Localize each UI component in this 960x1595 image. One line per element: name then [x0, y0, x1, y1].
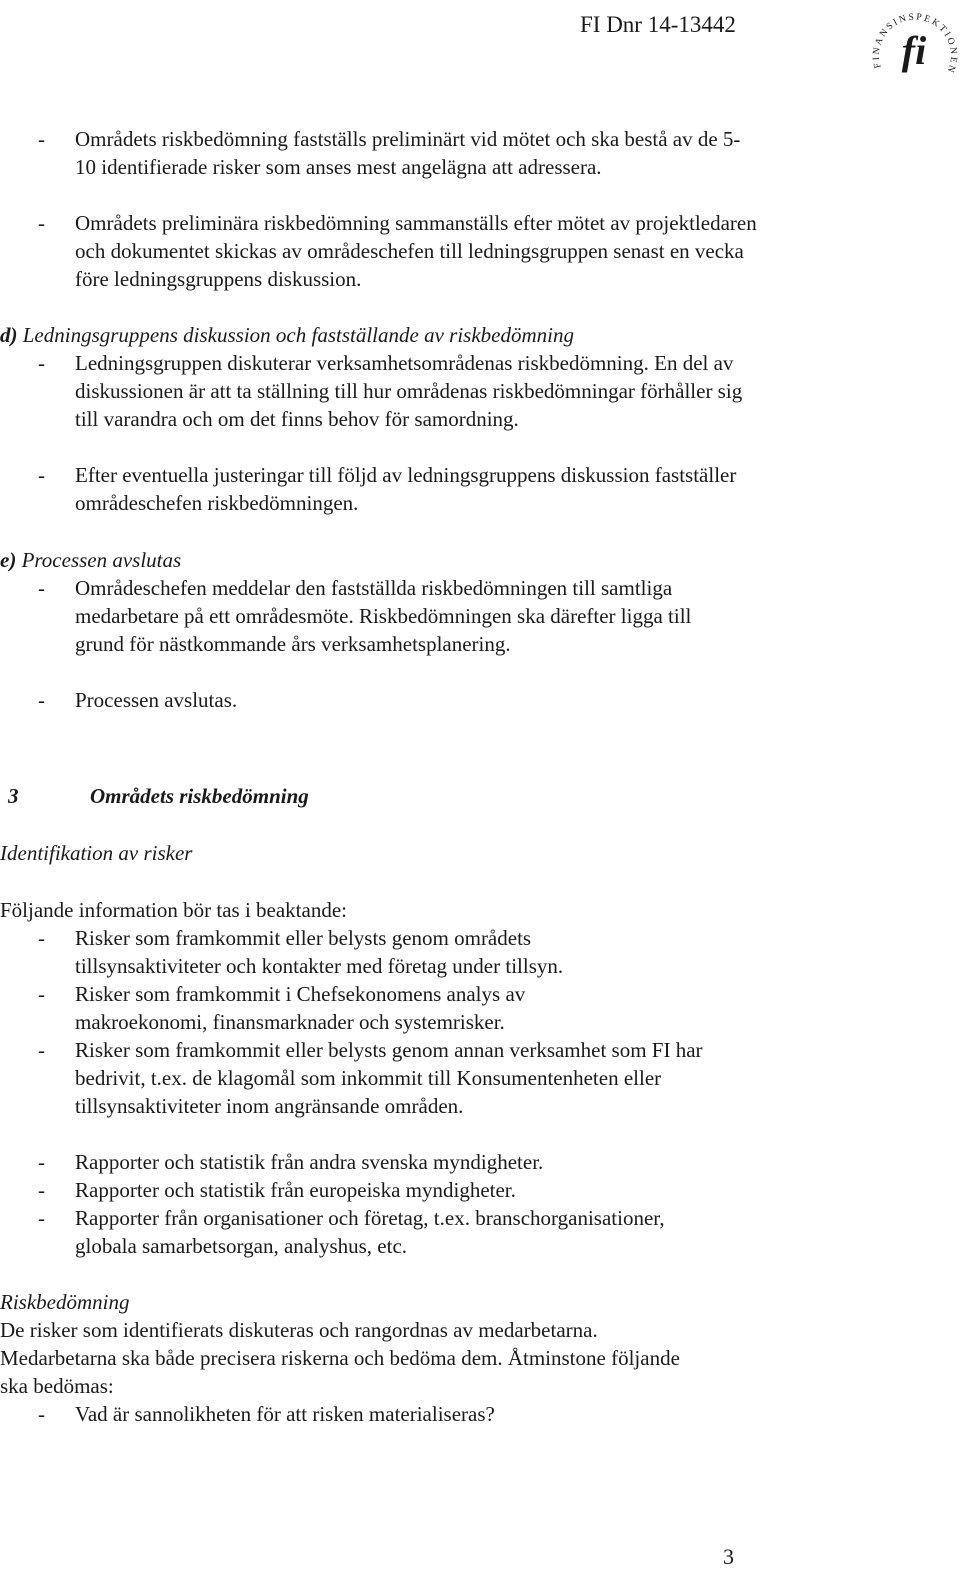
logo-ring-text: FINANSINSPEKTIONEN	[871, 12, 959, 76]
list-item: - Risker som framkommit eller belysts genom annan verksamhet som FI har bedrivit, t.ex. de klagomål som inkommit till Konsumentenheten eller tillsynsaktiviteter inom angränsande områden.	[38, 1038, 703, 1118]
list-item: - Områdets preliminära riskbedömning sammanställs efter mötet av projektledaren och dokumentet skickas av områdeschefen till ledningsgruppen senast en vecka före ledningsgruppens diskussion.	[38, 211, 757, 291]
section-3-heading: 3 Områdets riskbedömning	[8, 784, 309, 808]
list-item: - Efter eventuella justeringar till följd av ledningsgruppens diskussion fastställer områdeschefen riskbedömningen.	[38, 463, 737, 515]
section-e-heading: e) Processen avslutas	[0, 548, 182, 572]
document-reference: FI Dnr 14-13442	[580, 12, 736, 37]
list-item: - Ledningsgruppen diskuterar verksamhetsområdenas riskbedömning. En del av diskussionen är att ta ställning till hur områdenas riskbedömningar förhåller sig till varandra och om det finns behov för samordning.	[38, 351, 743, 431]
list-item: - Områdets riskbedömning fastställs preliminärt vid mötet och ska bestå av de 5-10 identifierade risker som anses mest angelägna att adressera.	[38, 127, 741, 179]
identifikation-intro: Följande information bör tas i beaktande:	[0, 898, 347, 922]
list-item: - Risker som framkommit eller belysts genom områdets tillsynsaktiviteter och kontakter med företag under tillsyn.	[38, 926, 564, 978]
list-item: - Vad är sannolikheten för att risken materialiseras?	[38, 1402, 495, 1426]
page-number: 3	[723, 1544, 734, 1569]
list-item: - Områdeschefen meddelar den fastställda riskbedömningen till samtliga medarbetare på ett områdesmöte. Riskbedömningen ska därefter ligga till grund för nästkommande års verksamhetsplanering.	[38, 576, 692, 656]
list-item: - Risker som framkommit i Chefsekonomens analys av makroekonomi, finansmarknader och systemrisker.	[38, 982, 526, 1034]
list-item: - Rapporter från organisationer och företag, t.ex. branschorganisationer, globala samarbetsorgan, analyshus, etc.	[38, 1206, 665, 1258]
section-d-heading: d) Ledningsgruppens diskussion och fastställande av riskbedömning	[0, 323, 574, 347]
identifikation-heading: Identifikation av risker	[0, 841, 193, 865]
riskbedomning-heading: Riskbedömning	[0, 1290, 130, 1314]
logo-mark: fi	[901, 28, 927, 73]
list-item: - Rapporter och statistik från europeiska myndigheter.	[38, 1178, 516, 1202]
riskbedomning-paragraph: De risker som identifierats diskuteras och rangordnas av medarbetarna. Medarbetarna ska både precisera riskerna och bedöma dem. Åtminstone följande ska bedömas:	[0, 1318, 680, 1398]
finansinspektionen-logo-icon	[868, 0, 960, 92]
list-item: - Processen avslutas.	[38, 688, 238, 712]
list-item: - Rapporter och statistik från andra svenska myndigheter.	[38, 1150, 544, 1174]
